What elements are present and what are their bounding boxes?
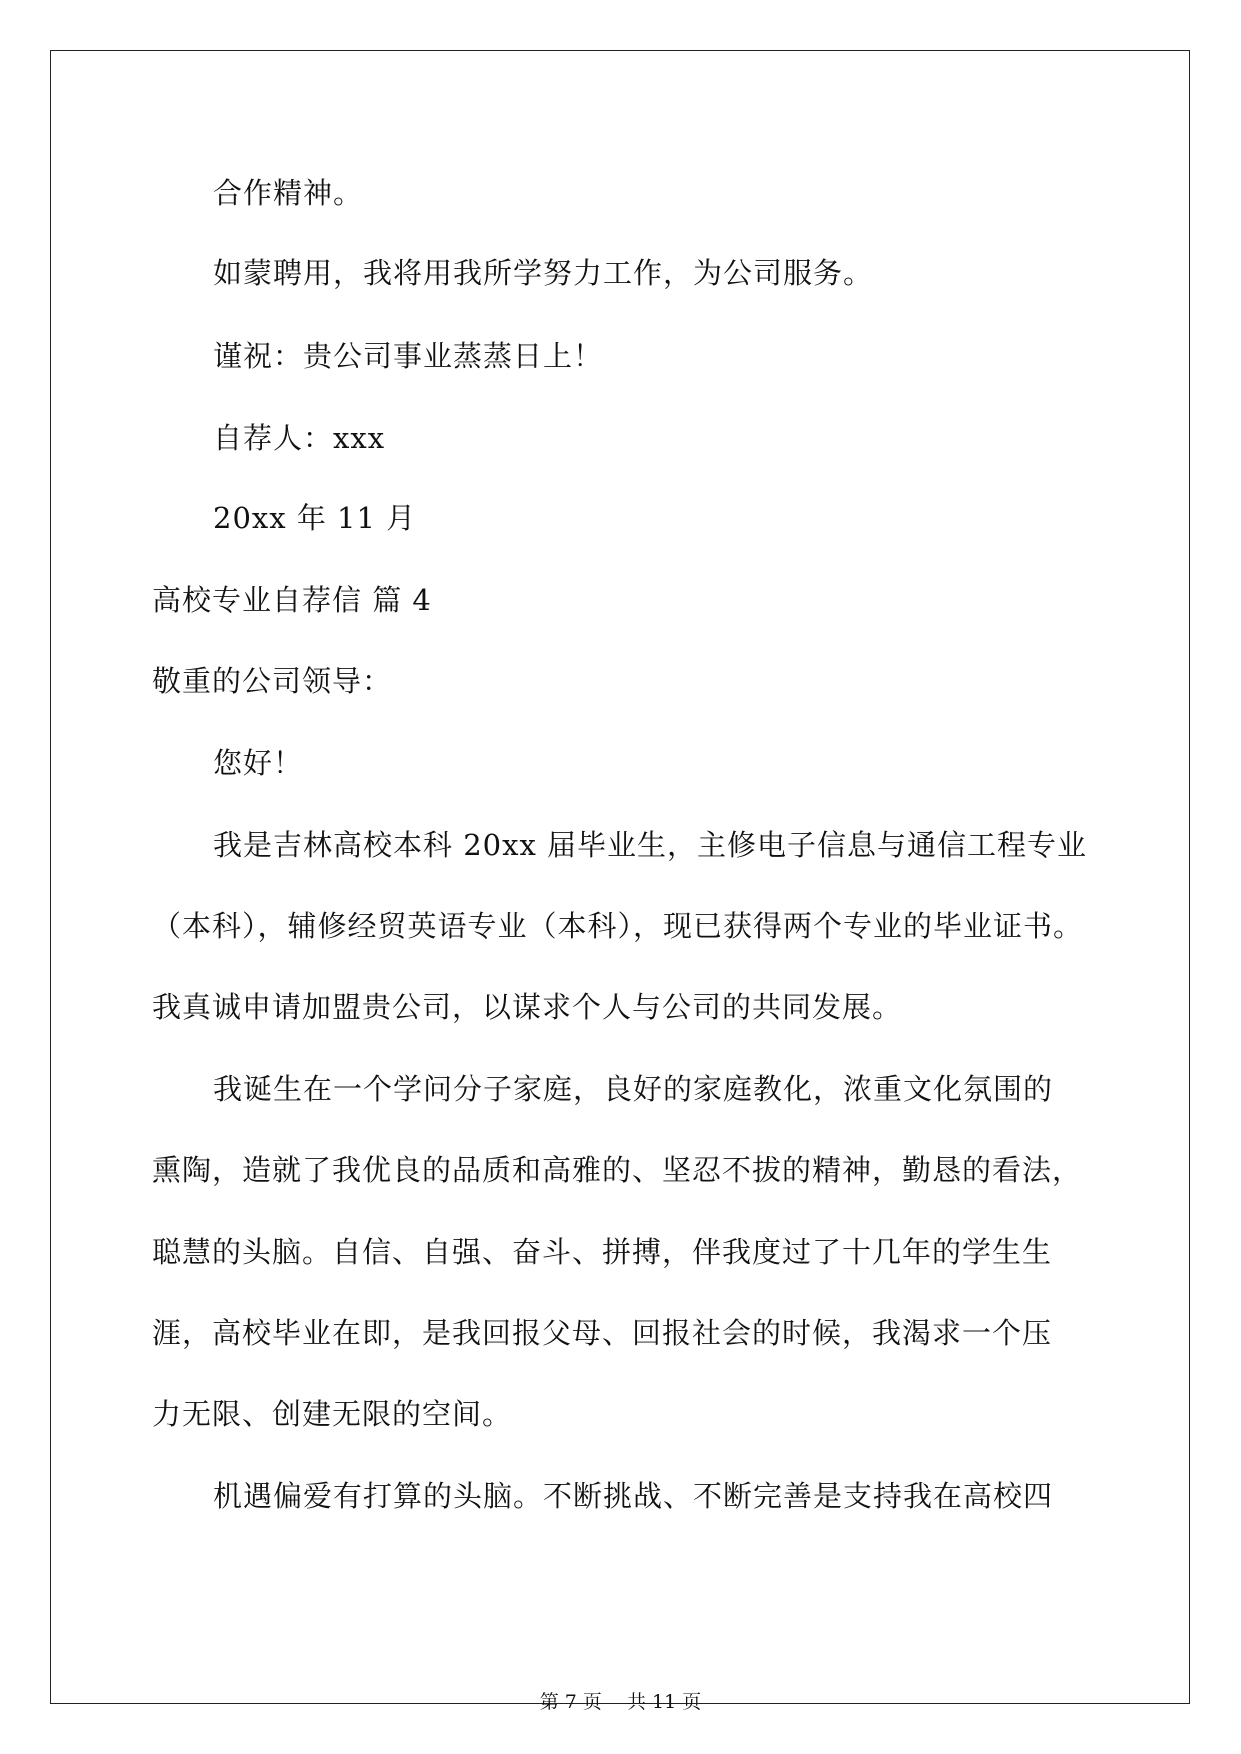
text-line: 力无限、创建无限的空间。 bbox=[152, 1397, 513, 1431]
text-line: 如蒙聘用，我将用我所学努力工作，为公司服务。 bbox=[213, 256, 874, 290]
greeting: 您好！ bbox=[213, 746, 304, 780]
text-line: 谨祝：贵公司事业蒸蒸日上！ bbox=[213, 339, 604, 373]
page-border bbox=[50, 50, 1190, 1704]
text-line: 机遇偏爱有打算的头脑。不断挑战、不断完善是支持我在高校四 bbox=[213, 1479, 1054, 1513]
page-number: 第 7 页 共 11 页 bbox=[539, 1691, 702, 1713]
text-line: 熏陶，造就了我优良的品质和高雅的、坚忍不拔的精神，勤恳的看法， bbox=[152, 1153, 1083, 1187]
signature-line: 自荐人：xxx bbox=[213, 421, 386, 455]
text-line: 合作精神。 bbox=[213, 176, 364, 210]
text-line: 聪慧的头脑。自信、自强、奋斗、拼搏，伴我度过了十几年的学生生 bbox=[152, 1235, 1053, 1269]
text-line: 我是吉林高校本科 20xx 届毕业生，主修电子信息与通信工程专业 bbox=[213, 828, 1088, 862]
section-heading: 高校专业自荐信 篇 4 bbox=[152, 583, 432, 617]
text-line: 我真诚申请加盟贵公司，以谋求个人与公司的共同发展。 bbox=[152, 990, 903, 1024]
text-line: 涯，高校毕业在即，是我回报父母、回报社会的时候，我渴求一个压 bbox=[152, 1316, 1053, 1350]
date-line: 20xx 年 11 月 bbox=[213, 501, 417, 535]
text-line: （本科），辅修经贸英语专业（本科），现已获得两个专业的毕业证书。 bbox=[152, 909, 1084, 943]
salutation: 敬重的公司领导： bbox=[152, 664, 393, 698]
text-line: 我诞生在一个学问分子家庭，良好的家庭教化，浓重文化氛围的 bbox=[213, 1072, 1054, 1106]
